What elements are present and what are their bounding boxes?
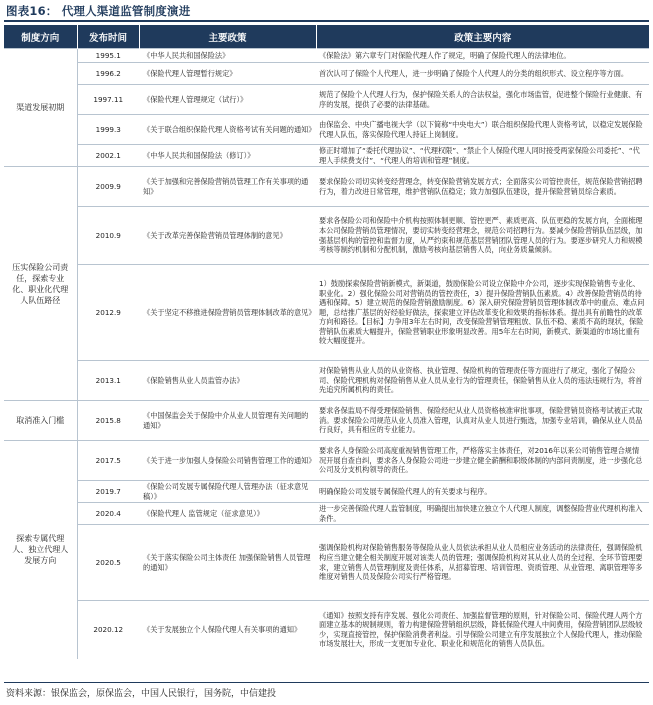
policy-cell: 《关于进一步加强人身保险公司销售管理工作的通知》 xyxy=(139,441,316,481)
table-row xyxy=(4,145,649,167)
policy-cell: 《关于发展独立个人保险代理人有关事项的通知》 xyxy=(139,601,316,659)
content-cell: 要求保险公司切实转变经营理念，转变保险营销发展方式；全面落实公司管控责任，规范保险营销招聘行为，着力改进日常管理，维护营销队伍稳定；致力加强队伍建设，提升保险营销员综合素质。 xyxy=(316,167,649,207)
policy-cell: 《保险公司发展专属保险代理人管理办法（征求意见稿）》 xyxy=(139,481,316,503)
category-cell: 压实保险公司责任，探索专业化、职业化代理人队伍路径 xyxy=(4,167,77,401)
policy-cell: 《保险代理人管理暂行规定》 xyxy=(139,63,316,85)
time-cell: 1997.11 xyxy=(77,85,139,115)
time-cell: 2020.5 xyxy=(77,525,139,601)
policy-cell: 《保险代理人 监管规定（征求意见）》 xyxy=(139,503,316,525)
time-cell: 2010.9 xyxy=(77,207,139,265)
time-cell: 1995.1 xyxy=(77,49,139,63)
table-row xyxy=(4,85,649,115)
time-cell: 1996.2 xyxy=(77,63,139,85)
content-cell: 进一步完善保险代理人监管制度，明确提出加快建立独立个人代理人制度，调整保险营业代理机构准入条件。 xyxy=(316,503,649,525)
policy-cell: 《关于改革完善保险营销员管理体制的意见》 xyxy=(139,207,316,265)
table-row xyxy=(4,441,649,481)
source-note: 资料来源：银保监会，原保监会，中国人民银行，国务院，中信建投 xyxy=(6,689,277,699)
content-cell: 《通知》按照支持有序发展、强化公司责任、加强监督管理的原则，针对保险公司、保险代理人两个方面建立基本的规制规则，着力构建保险营销组织层级，降低保险代理人中间费用，保险营销团队层级较少，实现直接管控，保护保险消费者利益。引导保险公司建立有序发展独立个人保险代理人，推动保险市场发展壮大，形成一支更加专业化、职业化和规范化的销售人员队伍。 xyxy=(316,601,649,659)
table-row xyxy=(4,207,649,265)
content-cell: 《保险法》第六章专门对保险代理人作了规定，明确了保险代理人的法律地位。 xyxy=(316,49,649,63)
table-row xyxy=(4,601,649,659)
category-cell: 探索专属代理人、独立代理人发展方向 xyxy=(4,441,77,659)
category-cell: 取消准入门槛 xyxy=(4,401,77,441)
policy-cell: 《中华人民共和国保险法》 xyxy=(139,49,316,63)
table-row xyxy=(4,265,649,361)
policy-cell: 《关于坚定不移推进保险营销员管理体制改革的意见》 xyxy=(139,265,316,361)
regulation-table xyxy=(4,25,649,659)
header-content: 政策主要内容 xyxy=(316,25,649,49)
table-row xyxy=(4,63,649,85)
title-rule xyxy=(4,20,649,22)
time-cell: 2020.4 xyxy=(77,503,139,525)
time-cell: 2012.9 xyxy=(77,265,139,361)
figure-title: 图表16： 代理人渠道监管制度演进 xyxy=(6,4,191,18)
table-row xyxy=(4,49,649,63)
content-cell: 要求各人身保险公司高度重视销售管理工作，严格落实主体责任，对2016年以来公司销售管理合规情况开展自查自纠，要求各人身保险公司进一步建立健全薪酬和职级体制的内部问责制度，进一步强化总公司及分支机构领导的责任。 xyxy=(316,441,649,481)
policy-cell: 《关于落实保险公司主体责任 加强保险销售人员管理的通知》 xyxy=(139,525,316,601)
content-cell: 强调保险机构对保险销售服务等保险从业人员依法承担从业人员相应业务活动的法律责任，强调保险机构应当建立健全相关制度开展对该类人员的管理；强调保险机构对其从业人员的全过程、全环节管理要求，建立销售人员管理制度及责任体系，从招募管理、培训管理、资质管理、从业管理、离职管理等多维度对销售人员及保险公司实行严格管理。 xyxy=(316,525,649,601)
policy-cell: 《关于联合组织保险代理人资格考试有关问题的通知》 xyxy=(139,115,316,145)
table-row xyxy=(4,525,649,601)
table-row xyxy=(4,167,649,207)
content-cell: 由保监会、中央广播电视大学（以下简称“中央电大”）联合组织保险代理人资格考试，以稳定发展保险代理人队伍，落实保险代理人持证上岗制度。 xyxy=(316,115,649,145)
policy-cell: 《中华人民共和国保险法（修订）》 xyxy=(139,145,316,167)
content-cell: 规范了保险个人代理人行为，保护保险关系人的合法权益，强化市场监管，促进整个保险行业健康、有序的发展，提供了必要的法律基础。 xyxy=(316,85,649,115)
time-cell: 2015.8 xyxy=(77,401,139,441)
content-cell: 首次认可了保险个人代理人，进一步明确了保险个人代理人的分类的组织形式、设立程序等方面。 xyxy=(316,63,649,85)
content-cell: 1）鼓励探索保险营销新模式，新渠道，鼓励保险公司设立保险中介公司，逐步实现保险销售专业化、职业化。2）强化保险公司对营销员的管控责任，3）提升保险营销队伍素质。4）改善保险营销员的待遇和保障。5）建立规范的保险营销激励制度。6）深入研究保险营销员管理体制改革中的重点、难点问题，总结推广基层的好经验好做法，探索建立评估改革变化和效果的指标体系。提出具有前瞻性的改革方向和路径。【目标】力争用3年左右时间，改变保险营销管理粗放、队伍不稳、素质不高的现状，保险营销队伍素质大幅提升，保险营销职业形象明显改善。用5年左右时间，新模式、新渠道的市场比重有较大幅度提升。 xyxy=(316,265,649,361)
time-cell: 2009.9 xyxy=(77,167,139,207)
table-row xyxy=(4,481,649,503)
table-row xyxy=(4,503,649,525)
policy-cell: 《关于加强和完善保险营销员管理工作有关事项的通知》 xyxy=(139,167,316,207)
policy-cell: 《保险代理人管理规定（试行）》 xyxy=(139,85,316,115)
category-cell: 渠道发展初期 xyxy=(4,49,77,167)
content-cell: 修正时增加了“委托代理协议”、“代理权限”、“禁止个人保险代理人同时接受两家保险公司委托”、“代理人手续费支付”、“代理人的培训和管理”制度。 xyxy=(316,145,649,167)
header-policy: 主要政策 xyxy=(139,25,316,49)
content-cell: 要求各保险公司和保险中介机构按照体制更顺、管控更严、素质更高、队伍更稳的发展方向，全面梳理本公司保险营销员管理情况，要切实转变经营理念，规范公司招聘行为。要减少保险营销队伍层级，加强基层机构的管控和监督力度，从严约束和规范基层营销团队管理人员的行为。要逐步研究人力和规模考核等制约机制和分配机制，激励考核向基层销售人员，向业务质量倾斜。 xyxy=(316,207,649,265)
time-cell: 2017.5 xyxy=(77,441,139,481)
policy-cell: 《保险销售从业人员监管办法》 xyxy=(139,361,316,401)
time-cell: 1999.3 xyxy=(77,115,139,145)
table-row xyxy=(4,361,649,401)
table-header-row xyxy=(4,25,649,49)
bottom-rule xyxy=(4,682,649,683)
policy-cell: 《中国保监会关于保险中介从业人员管理有关问题的通知》 xyxy=(139,401,316,441)
header-time: 发布时间 xyxy=(77,25,139,49)
time-cell: 2013.1 xyxy=(77,361,139,401)
table-row xyxy=(4,401,649,441)
table-row xyxy=(4,115,649,145)
time-cell: 2019.7 xyxy=(77,481,139,503)
time-cell: 2002.1 xyxy=(77,145,139,167)
time-cell: 2020.12 xyxy=(77,601,139,659)
content-cell: 明确保险公司发展专属保险代理人的有关要求与程序。 xyxy=(316,481,649,503)
content-cell: 要求各保监局不得受理保险销售、保险经纪从业人员资格核准审批事项，保险营销员资格考试被正式取消。要求保险公司规范从业人员准入管理，认真对从业人员进行甄选，加强专业培训，确保从业人员品行良好，具有相应的专业能力。 xyxy=(316,401,649,441)
content-cell: 对保险销售从业人员的从业资格、执业管理、保险机构的管理责任等方面进行了规定，强化了保险公司、保险代理机构对保险销售从业人员从业行为的管理责任，保险销售从业人员的违法违规行为，将首先追究所属机构的责任。 xyxy=(316,361,649,401)
header-direction: 制度方向 xyxy=(4,25,77,49)
